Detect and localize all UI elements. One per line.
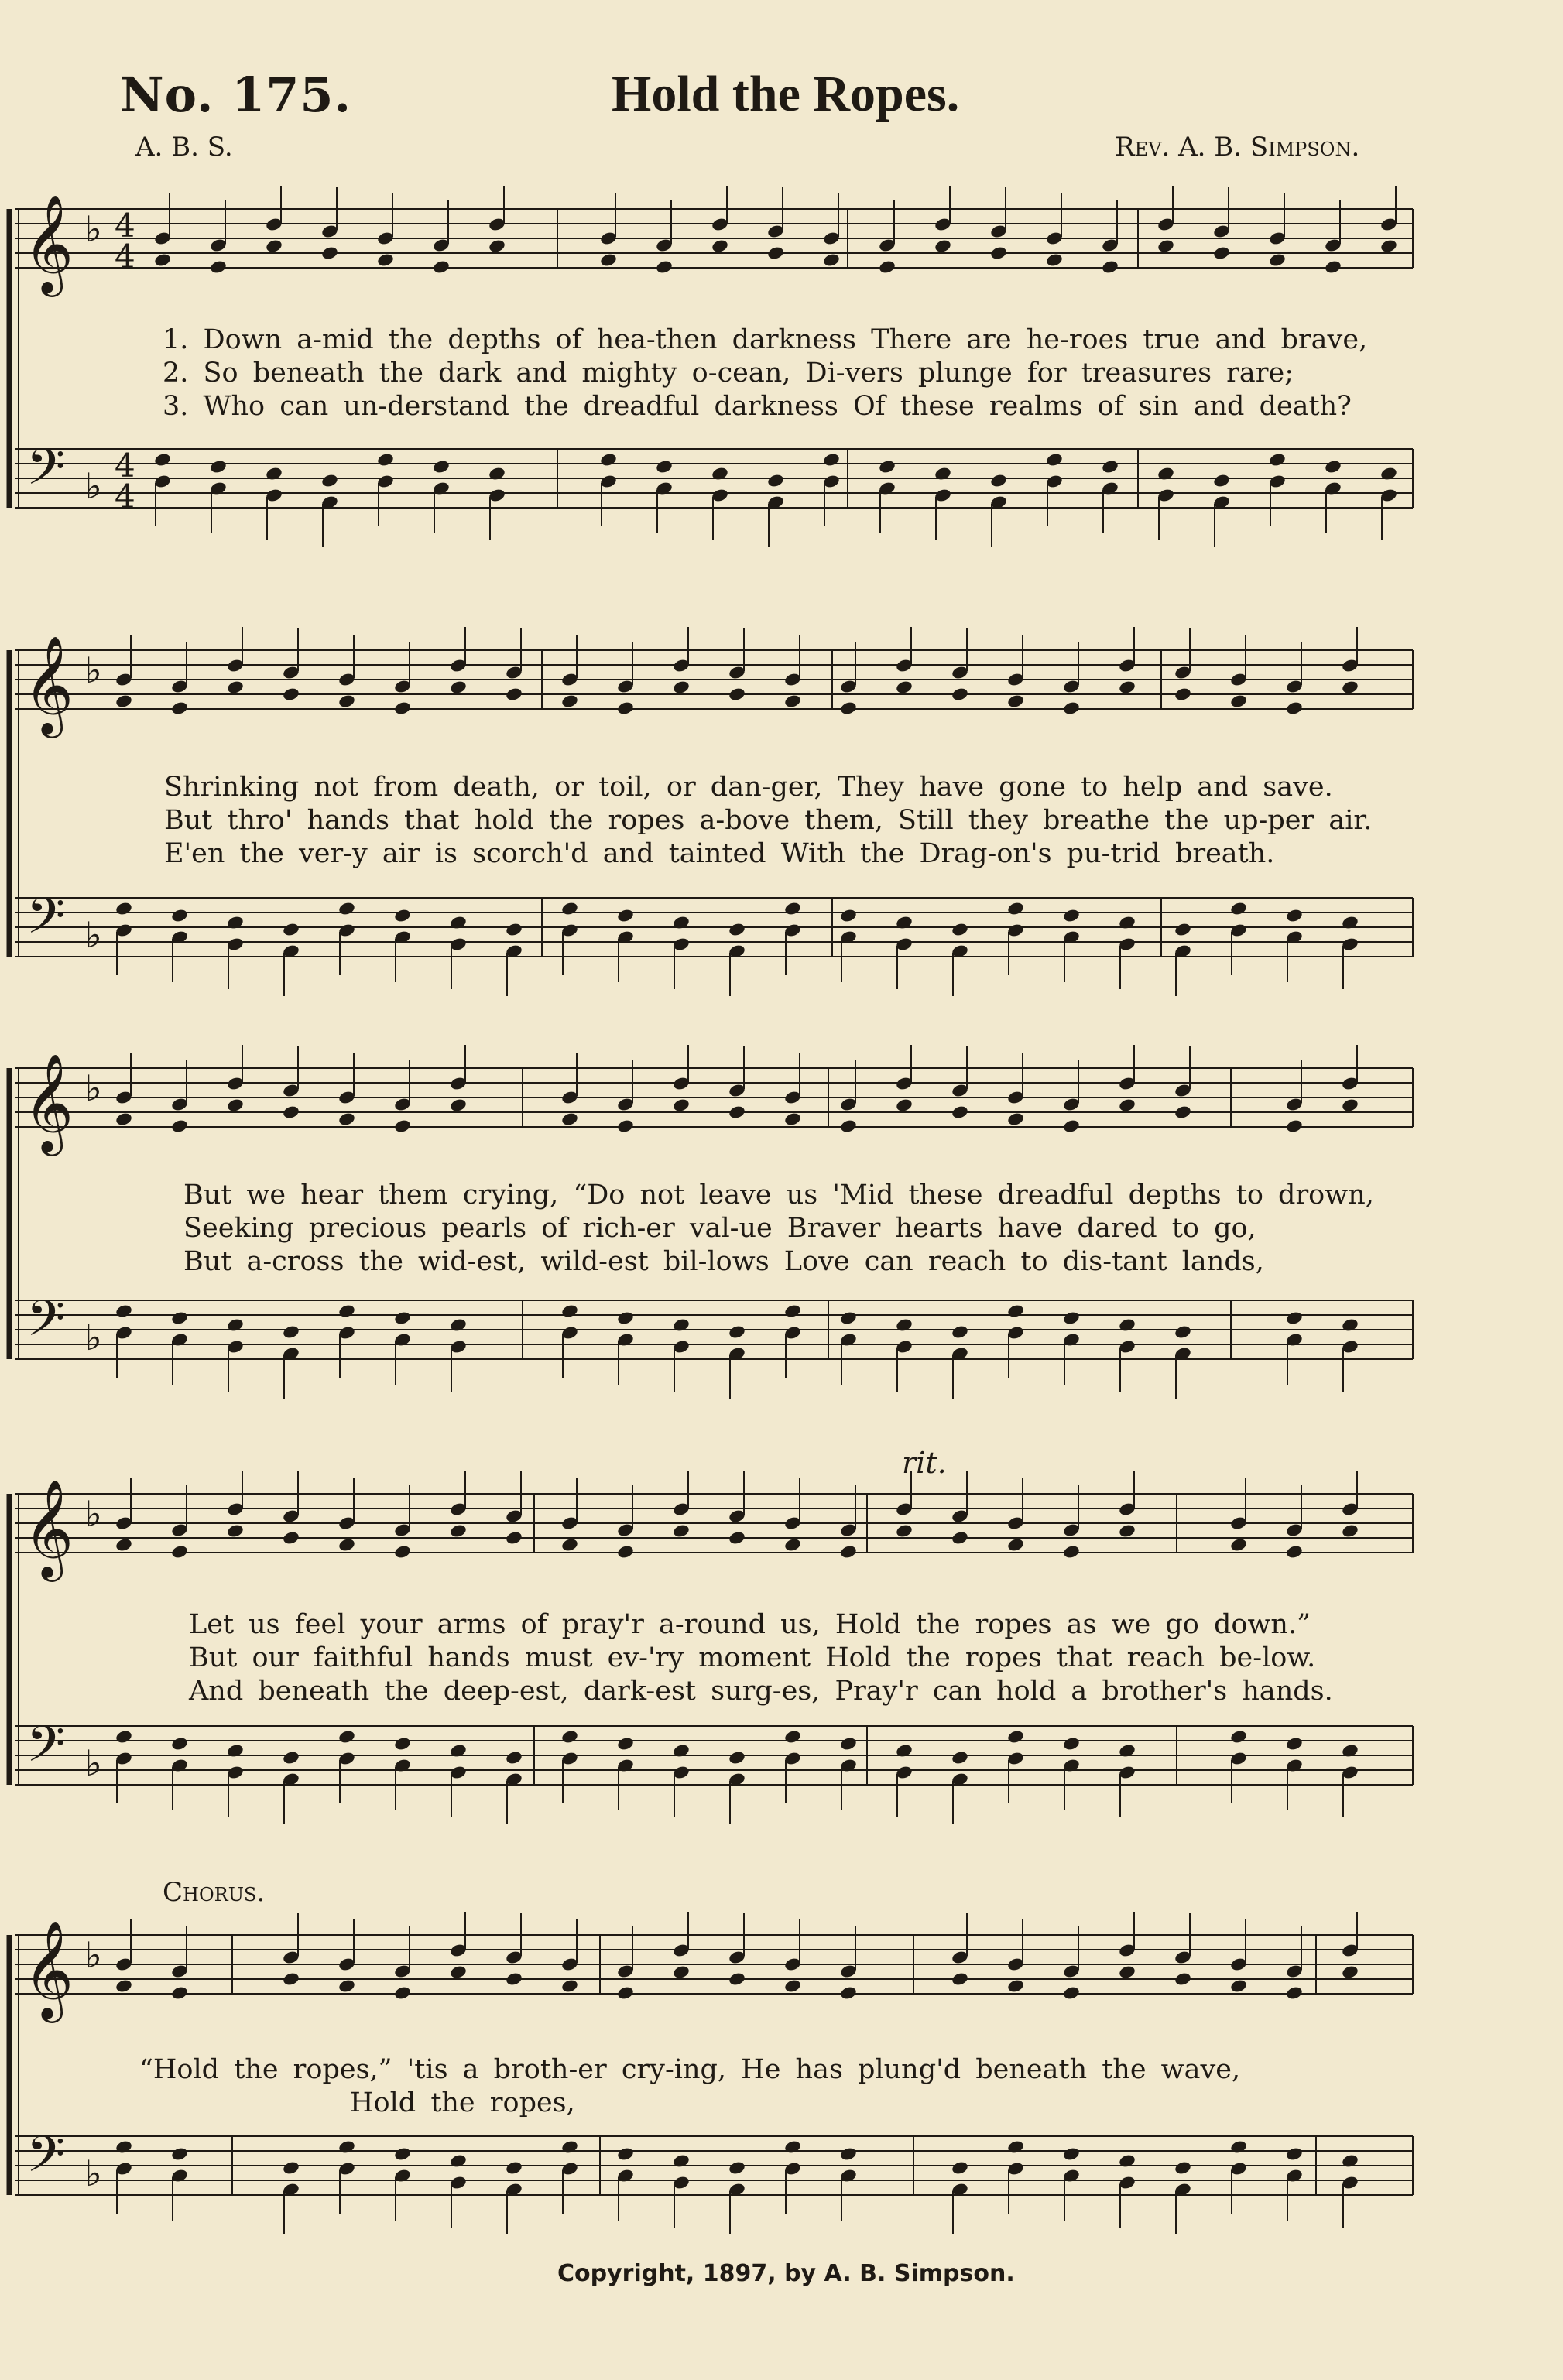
note-head <box>839 1310 858 1326</box>
verse-lyrics-system-2 <box>164 771 1527 871</box>
note-head <box>728 2160 746 2176</box>
note-head <box>1229 693 1248 709</box>
note-head <box>115 1537 133 1553</box>
note-head <box>655 259 674 275</box>
lyric-line: But our faithful hands must ev-'ry moment Hold the ropes that reach be-low. <box>189 1642 1316 1673</box>
note-head <box>616 1310 635 1326</box>
note-head <box>393 908 412 923</box>
note-head <box>1118 680 1136 695</box>
lyric-line: Let us feel your arms of pray'r a-round us, Hold the ropes as we go down.” <box>189 1609 1311 1640</box>
key-signature-flat: ♭ <box>85 914 102 956</box>
note-head <box>115 1303 133 1319</box>
note-head <box>226 680 245 695</box>
note-head <box>170 1544 189 1560</box>
note-head <box>282 1324 300 1340</box>
note-head <box>170 1736 189 1752</box>
lyric-line: 3. Who can un-derstand the dreadful darkness Of these realms of sin and death? <box>163 391 1352 422</box>
note-head <box>599 452 618 467</box>
note-head <box>338 1303 356 1319</box>
key-signature-flat: ♭ <box>85 1493 102 1535</box>
note-head <box>393 2146 412 2162</box>
note-head <box>265 238 283 254</box>
note-head <box>616 908 635 923</box>
bass-clef: 𝄢 <box>26 1290 66 1360</box>
note-head <box>1285 1736 1304 1752</box>
note-head <box>616 2146 635 2162</box>
note-head <box>449 680 468 695</box>
note-head <box>672 680 691 695</box>
note-head <box>599 252 618 268</box>
note-head <box>170 2146 189 2162</box>
note-head <box>1006 1729 1025 1745</box>
tempo-marking-rit: rit. <box>902 1446 947 1480</box>
treble-clef: 𝄞 <box>23 1478 74 1577</box>
note-head <box>711 238 729 254</box>
note-head <box>153 452 172 467</box>
note-head <box>320 245 339 261</box>
bass-clef: 𝄢 <box>26 2126 66 2196</box>
note-head <box>505 1750 523 1765</box>
note-head <box>505 687 523 702</box>
note-head <box>616 1985 635 2001</box>
note-head <box>560 1303 579 1319</box>
note-head <box>560 901 579 916</box>
note-head <box>951 922 969 937</box>
time-signature: 4 <box>115 238 135 276</box>
note-head <box>282 1971 300 1987</box>
note-head <box>728 922 746 937</box>
note-head <box>1006 1537 1025 1553</box>
note-head <box>449 1964 468 1980</box>
note-head <box>338 1729 356 1745</box>
note-head <box>432 259 451 275</box>
note-head <box>376 252 395 268</box>
note-head <box>282 1530 300 1546</box>
note-head <box>1174 1324 1192 1340</box>
lyric-line: E'en the ver-y air is scorch'd and tainted With the Drag-on's pu-trid breath. <box>164 838 1275 869</box>
note-head <box>560 1729 579 1745</box>
note-head <box>560 693 579 709</box>
note-head <box>505 1530 523 1546</box>
note-head <box>338 1978 356 1994</box>
note-head <box>209 259 228 275</box>
note-head <box>1285 908 1304 923</box>
note-head <box>951 1750 969 1765</box>
note-head <box>783 2139 802 2155</box>
note-head <box>839 1544 858 1560</box>
note-head <box>209 459 228 474</box>
note-head <box>338 693 356 709</box>
note-head <box>505 922 523 937</box>
note-head <box>115 901 133 916</box>
lyric-line: But a-cross the wid-est, wild-est bil-lows Love can reach to dis-tant lands, <box>183 1246 1264 1277</box>
copyright-notice: Copyright, 1897, by A. B. Simpson. <box>557 2260 1015 2287</box>
note-head <box>282 2160 300 2176</box>
note-head <box>895 1098 913 1113</box>
note-head <box>989 473 1008 488</box>
note-head <box>1212 473 1231 488</box>
chorus-line-2: Hold the ropes, <box>350 2087 575 2118</box>
note-head <box>616 700 635 716</box>
note-head <box>1101 259 1119 275</box>
key-signature-flat: ♭ <box>85 1934 102 1976</box>
note-head <box>1118 1964 1136 1980</box>
note-head <box>376 452 395 467</box>
note-head <box>616 1118 635 1134</box>
note-head <box>1101 459 1119 474</box>
note-head <box>1062 908 1081 923</box>
note-head <box>655 459 674 474</box>
note-head <box>1285 1310 1304 1326</box>
note-head <box>1006 901 1025 916</box>
note-head <box>1229 1537 1248 1553</box>
note-head <box>1006 1111 1025 1127</box>
hymn-number: No. 175. <box>120 67 352 123</box>
bass-clef: 𝄢 <box>26 1716 66 1786</box>
note-head <box>1174 687 1192 702</box>
note-head <box>170 1310 189 1326</box>
note-head <box>878 459 896 474</box>
key-signature-flat: ♭ <box>85 649 102 691</box>
note-head <box>839 2146 858 2162</box>
note-head <box>282 1104 300 1120</box>
note-head <box>282 1750 300 1765</box>
note-head <box>672 1523 691 1539</box>
note-head <box>170 700 189 716</box>
lyric-line: Shrinking not from death, or toil, or dan-ger, They have gone to help and save. <box>164 772 1333 803</box>
note-head <box>393 1985 412 2001</box>
note-head <box>728 1104 746 1120</box>
note-head <box>1118 1523 1136 1539</box>
note-head <box>449 1523 468 1539</box>
note-head <box>822 252 841 268</box>
note-head <box>505 2160 523 2176</box>
note-head <box>766 245 785 261</box>
note-head <box>951 1971 969 1987</box>
note-head <box>1341 1964 1359 1980</box>
note-head <box>1118 1098 1136 1113</box>
note-head <box>1285 700 1304 716</box>
note-head <box>989 245 1008 261</box>
note-head <box>1285 1544 1304 1560</box>
note-head <box>282 687 300 702</box>
note-head <box>153 252 172 268</box>
note-head <box>1285 1118 1304 1134</box>
note-head <box>1324 259 1342 275</box>
lyric-line: And beneath the deep-est, dark-est surg-es, Pray'r can hold a brother's hands. <box>189 1676 1333 1707</box>
note-head <box>895 1523 913 1539</box>
chorus-lyrics <box>139 2053 1502 2120</box>
note-head <box>393 700 412 716</box>
bass-clef: 𝄢 <box>26 888 66 957</box>
note-head <box>1285 2146 1304 2162</box>
note-head <box>1062 1544 1081 1560</box>
note-head <box>616 1736 635 1752</box>
note-head <box>170 1118 189 1134</box>
note-head <box>1268 452 1287 467</box>
note-head <box>488 238 506 254</box>
note-head <box>728 1530 746 1546</box>
note-head <box>878 259 896 275</box>
verse-lyrics-system-3 <box>183 1179 1546 1279</box>
note-head <box>560 1111 579 1127</box>
note-head <box>1174 1104 1192 1120</box>
note-head <box>1268 252 1287 268</box>
note-head <box>170 908 189 923</box>
lyric-line: But thro' hands that hold the ropes a-bove them, Still they breathe the up-per air. <box>164 805 1373 836</box>
note-head <box>951 1324 969 1340</box>
note-head <box>1341 1523 1359 1539</box>
lyric-line: But we hear them crying, “Do not leave us 'Mid these dreadful depths to drown, <box>183 1180 1374 1211</box>
key-signature-flat: ♭ <box>85 1742 102 1784</box>
note-head <box>1341 1098 1359 1113</box>
lyric-line: 2. So beneath the dark and mighty o-cean, Di-vers plunge for treasures rare; <box>163 358 1294 389</box>
note-head <box>1174 2160 1192 2176</box>
note-head <box>951 1530 969 1546</box>
note-head <box>338 1111 356 1127</box>
note-head <box>1174 922 1192 937</box>
note-head <box>951 1104 969 1120</box>
key-signature-flat: ♭ <box>85 208 102 250</box>
note-head <box>1062 1118 1081 1134</box>
note-head <box>1174 1971 1192 1987</box>
note-head <box>728 1971 746 1987</box>
note-head <box>1324 459 1342 474</box>
note-head <box>783 1729 802 1745</box>
note-head <box>895 680 913 695</box>
note-head <box>432 459 451 474</box>
verse-lyrics-system-1 <box>163 324 1525 423</box>
note-head <box>1229 2139 1248 2155</box>
note-head <box>115 2139 133 2155</box>
note-head <box>783 1303 802 1319</box>
time-signature: 4 <box>115 447 135 485</box>
treble-clef: 𝄞 <box>23 1053 74 1152</box>
note-head <box>766 473 785 488</box>
note-head <box>728 687 746 702</box>
note-head <box>1062 1310 1081 1326</box>
note-head <box>170 1985 189 2001</box>
note-head <box>728 1324 746 1340</box>
note-head <box>505 1971 523 1987</box>
chorus-label: Chorus. <box>163 1877 266 1908</box>
note-head <box>1045 452 1064 467</box>
note-head <box>783 1978 802 1994</box>
note-head <box>1006 693 1025 709</box>
note-head <box>839 1736 858 1752</box>
note-head <box>1062 2146 1081 2162</box>
bass-clef: 𝄢 <box>26 439 66 509</box>
note-head <box>1212 245 1231 261</box>
key-signature-flat: ♭ <box>85 1317 102 1358</box>
note-head <box>560 1978 579 1994</box>
note-head <box>1006 1978 1025 1994</box>
note-head <box>393 1310 412 1326</box>
note-head <box>115 1978 133 1994</box>
note-head <box>728 1750 746 1765</box>
note-head <box>839 908 858 923</box>
note-head <box>560 2139 579 2155</box>
note-head <box>951 687 969 702</box>
note-head <box>1006 2139 1025 2155</box>
note-head <box>783 1111 802 1127</box>
note-head <box>115 693 133 709</box>
note-head <box>616 1544 635 1560</box>
note-head <box>934 238 952 254</box>
note-head <box>1062 700 1081 716</box>
key-signature-flat: ♭ <box>85 2152 102 2194</box>
chorus-line-1: “Hold the ropes,” 'tis a broth-er cry-ing, He has plung'd beneath the wave, <box>139 2054 1241 2085</box>
time-signature: 4 <box>115 207 135 245</box>
words-credit: Rev. A. B. Simpson. <box>1115 132 1360 163</box>
key-signature-flat: ♭ <box>85 1067 102 1109</box>
note-head <box>951 2160 969 2176</box>
note-head <box>1229 1978 1248 1994</box>
note-head <box>783 901 802 916</box>
note-head <box>1157 238 1175 254</box>
note-head <box>1229 1729 1248 1745</box>
note-head <box>1341 680 1359 695</box>
hymn-title: Hold the Ropes. <box>612 66 960 122</box>
lyric-line: 1. Down a-mid the depths of hea-then darkness There are he-roes true and brave, <box>163 324 1368 355</box>
note-head <box>783 693 802 709</box>
note-head <box>822 452 841 467</box>
note-head <box>393 1118 412 1134</box>
key-signature-flat: ♭ <box>85 465 102 507</box>
note-head <box>115 1729 133 1745</box>
note-head <box>1229 901 1248 916</box>
note-head <box>393 1544 412 1560</box>
verse-lyrics-system-4 <box>189 1608 1551 1708</box>
note-head <box>115 1111 133 1127</box>
note-head <box>338 2139 356 2155</box>
note-head <box>672 1964 691 1980</box>
note-head <box>393 1736 412 1752</box>
note-head <box>1285 1985 1304 2001</box>
note-head <box>1380 238 1398 254</box>
note-head <box>839 1118 858 1134</box>
note-head <box>1006 1303 1025 1319</box>
note-head <box>226 1523 245 1539</box>
note-head <box>1062 1736 1081 1752</box>
note-head <box>282 922 300 937</box>
treble-clef: 𝄞 <box>23 635 74 734</box>
note-head <box>338 901 356 916</box>
note-head <box>1062 1985 1081 2001</box>
note-head <box>672 1098 691 1113</box>
note-head <box>839 700 858 716</box>
note-head <box>449 1098 468 1113</box>
treble-clef: 𝄞 <box>23 1919 74 2019</box>
note-head <box>560 1537 579 1553</box>
treble-clef: 𝄞 <box>23 193 74 293</box>
note-head <box>338 1537 356 1553</box>
note-head <box>1045 252 1064 268</box>
time-signature: 4 <box>115 478 135 515</box>
note-head <box>320 473 339 488</box>
note-head <box>839 1985 858 2001</box>
lyric-line: Seeking precious pearls of rich-er val-ue Braver hearts have dared to go, <box>183 1213 1256 1244</box>
note-head <box>783 1537 802 1553</box>
note-head <box>226 1098 245 1113</box>
music-credit: A. B. S. <box>135 132 233 163</box>
